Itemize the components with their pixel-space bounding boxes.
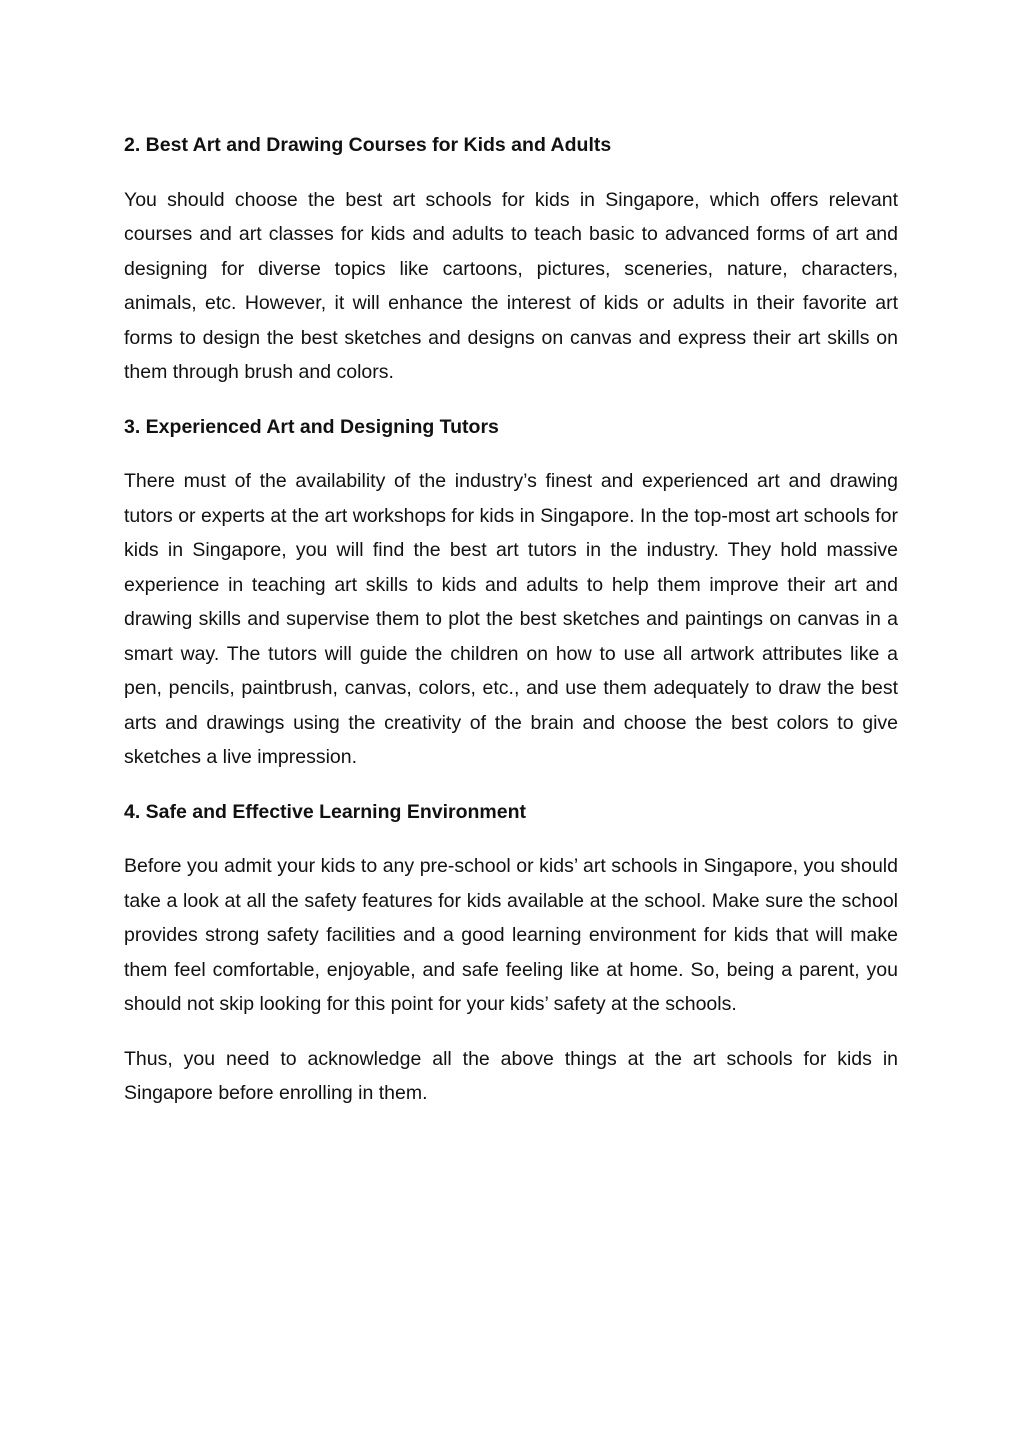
- closing-paragraph: Thus, you need to acknowledge all the above things at the art schools for kids in Singapore before enrolling in them.: [124, 1047, 898, 1104]
- section-heading-experienced-tutors: 3. Experienced Art and Designing Tutors: [124, 415, 499, 438]
- section-paragraph-experienced-tutors: There must of the availability of the industry’s finest and experienced art and drawing tutors or experts at the art workshops for kids in Singapore. In the top-most art schools for kids in Singapore, you will find the best art tutors in the industry. They hold massive experience in teaching art skills to kids and adults to help them improve their art and drawing skills and supervise them to plot the best sketches and paintings on canvas in a smart way. The tutors will guide the children on how to use all artwork attributes like a pen, pencils, paintbrush, canvas, colors, etc., and use them adequately to draw the best arts and drawings using the creativity of the brain and choose the best colors to give sketches a live impression.: [124, 470, 898, 768]
- section-paragraph-safe-environment: Before you admit your kids to any pre-school or kids’ art schools in Singapore, you should take a look at all the safety features for kids available at the school. Make sure the school provides strong safety facilities and a good learning environment for kids that will make them feel comfortable, enjoyable, and safe feeling like at home. So, being a parent, you should not skip looking for this point for your kids’ safety at the schools.: [124, 855, 898, 1015]
- section-paragraph-best-courses: You should choose the best art schools for kids in Singapore, which offers relevant courses and art classes for kids and adults to teach basic to advanced forms of art and designing for diverse topics like cartoons, pictures, sceneries, nature, characters, animals, etc. However, it will enhance the interest of kids or adults in their favorite art forms to design the best sketches and designs on canvas and express their art skills on them through brush and colors.: [124, 188, 898, 383]
- section-heading-best-courses: 2. Best Art and Drawing Courses for Kids and Adults: [124, 134, 612, 156]
- section-heading-safe-environment: 4. Safe and Effective Learning Environment: [124, 800, 527, 823]
- document-page: [124, 128, 898, 1131]
